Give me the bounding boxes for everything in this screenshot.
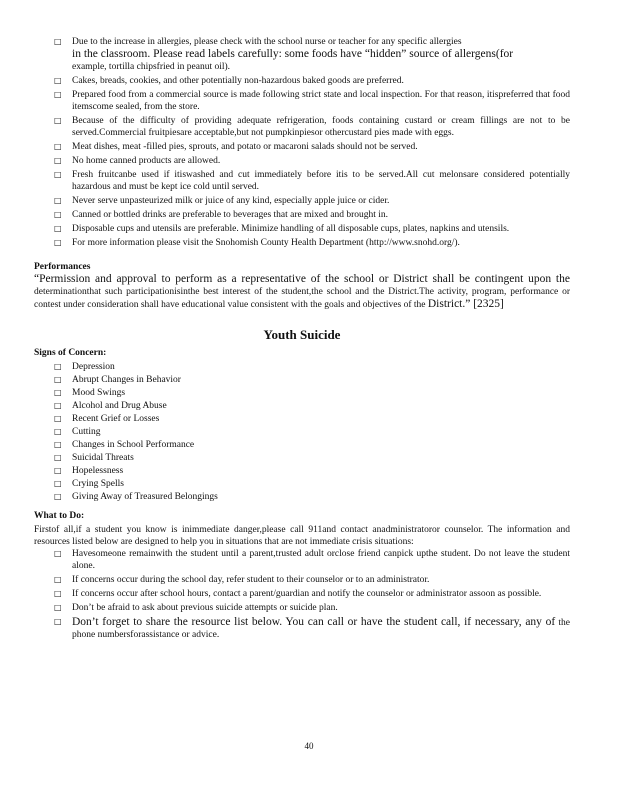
- list-item-text-emphasis: Don’t forget to share the resource list below. You can call or have the student call, if necessary, any of: [72, 616, 556, 628]
- list-item-text: Havesomeone remainwith the student until a parent,trusted adult orclose friend canpick upthe student. Do not leave the student alone.: [72, 549, 570, 571]
- list-item: [34, 374, 570, 386]
- bullet-icon: □: [54, 224, 62, 233]
- section-title: Youth Suicide: [263, 327, 341, 342]
- list-item-text: Changes in School Performance: [72, 440, 195, 450]
- bullet-icon: □: [54, 196, 62, 205]
- list-item: [34, 237, 570, 249]
- list-item-text: Abrupt Changes in Behavior: [72, 375, 181, 385]
- list-item: [34, 361, 570, 373]
- what-to-do-heading: What to Do:: [34, 511, 85, 521]
- performances-quote-start: “Permission and approval to perform as a representative of the school or District shall be contingent upon the: [34, 273, 570, 285]
- bullet-icon: □: [54, 388, 62, 397]
- list-item: [34, 155, 570, 167]
- signs-list: [34, 361, 570, 503]
- list-item: [34, 413, 570, 425]
- list-item: [34, 439, 570, 451]
- bullet-icon: □: [54, 427, 62, 436]
- what-to-do-intro: Firstof all,if a student you know is inimmediate danger,please call 911and contact anadministratoror counselor. The information and resources listed below are designed to help you in situations that are not immediate crisis situations:: [34, 525, 570, 547]
- bullet-icon: □: [54, 375, 62, 384]
- list-item: [34, 195, 570, 207]
- list-item-text: Due to the increase in allergies, please check with the school nurse or teacher for any specific allergies: [72, 37, 462, 47]
- what-to-do-list: [34, 548, 570, 641]
- bullet-icon: □: [54, 362, 62, 371]
- page-number: 40: [304, 741, 314, 751]
- list-item: [34, 209, 570, 221]
- list-item-text: Mood Swings: [72, 388, 126, 398]
- bullet-icon: □: [54, 589, 62, 598]
- bullet-icon: □: [54, 37, 62, 46]
- list-item-text-emphasis: in the classroom. Please read labels carefully: some foods have “hidden” source of allergens(for: [72, 48, 514, 60]
- list-item-text: Hopelessness: [72, 466, 124, 476]
- list-item-text: Crying Spells: [72, 479, 124, 489]
- list-item: [34, 115, 570, 139]
- bullet-icon: □: [54, 479, 62, 488]
- bullet-icon: □: [54, 466, 62, 475]
- bullet-icon: □: [54, 170, 62, 179]
- list-item-text: Canned or bottled drinks are preferable to beverages that are mixed and brought in.: [72, 210, 389, 220]
- bullet-icon: □: [54, 549, 62, 558]
- list-item-text: Meat dishes, meat -filled pies, sprouts, and potato or macaroni salads should not be served.: [72, 142, 418, 152]
- bullet-icon: □: [54, 238, 62, 247]
- list-item-text: Fresh fruitcanbe used if itiswashed and cut immediately before itis to be served.All cut melonsare considered potentially hazardous and must be kept ice cold until served.: [72, 170, 570, 192]
- list-item: [34, 36, 570, 73]
- list-item: [34, 574, 570, 586]
- bullet-icon: □: [54, 575, 62, 584]
- bullet-icon: □: [54, 90, 62, 99]
- bullet-icon: □: [54, 440, 62, 449]
- list-item-text: If concerns occur after school hours, contact a parent/guardian and notify the counselor or administrator assoon as possible.: [72, 589, 542, 599]
- food-guidelines-list: [34, 36, 570, 249]
- list-item: [34, 223, 570, 235]
- performances-paragraph: [34, 273, 570, 311]
- bullet-icon: □: [54, 142, 62, 151]
- list-item-text: Disposable cups and utensils are preferable. Minimize handling of all disposable cups, plates, napkins and utensils.: [72, 224, 510, 234]
- list-item: [34, 452, 570, 464]
- list-item: [34, 169, 570, 193]
- list-item: [34, 141, 570, 153]
- document-page: [34, 36, 570, 643]
- performances-heading: Performances: [34, 262, 91, 272]
- list-item-text: Never serve unpasteurized milk or juice of any kind, especially apple juice or cider.: [72, 196, 390, 206]
- bullet-icon: □: [54, 156, 62, 165]
- list-item-text: Depression: [72, 362, 115, 372]
- list-item-text: No home canned products are allowed.: [72, 156, 221, 166]
- bullet-icon: □: [54, 414, 62, 423]
- list-item: [34, 426, 570, 438]
- list-item: [34, 478, 570, 490]
- list-item: [34, 89, 570, 113]
- list-item-text: For more information please visit the Snohomish County Health Department (http://www.snohd.org/).: [72, 238, 460, 248]
- list-item: [34, 75, 570, 87]
- bullet-icon: □: [54, 76, 62, 85]
- list-item: [34, 491, 570, 503]
- list-item-text: Alcohol and Drug Abuse: [72, 401, 167, 411]
- bullet-icon: □: [54, 617, 62, 626]
- signs-heading: Signs of Concern:: [34, 348, 107, 358]
- list-item-text: Recent Grief or Losses: [72, 414, 160, 424]
- bullet-icon: □: [54, 401, 62, 410]
- list-item-text: Suicidal Threats: [72, 453, 134, 463]
- list-item-text: Cutting: [72, 427, 101, 437]
- list-item-text: Prepared food from a commercial source is made following strict state and local inspection. For that reason, itispreferred that food itemscome sealed, from the store.: [72, 90, 570, 112]
- list-item-text-cont: example, tortilla chipsfried in peanut oil).: [72, 62, 231, 72]
- list-item: [34, 548, 570, 572]
- list-item-text: If concerns occur during the school day, refer student to their counselor or to an administrator.: [72, 575, 430, 585]
- list-item: [34, 400, 570, 412]
- list-item: [34, 602, 570, 614]
- list-item-text: Giving Away of Treasured Belongings: [72, 492, 218, 502]
- list-item-text: the phone numbersforassistance or advice.: [72, 618, 570, 640]
- list-item-text: Cakes, breads, cookies, and other potentially non-hazardous baked goods are preferred.: [72, 76, 404, 86]
- list-item-text: Don’t be afraid to ask about previous suicide attempts or suicide plan.: [72, 603, 338, 613]
- list-item: [34, 465, 570, 477]
- bullet-icon: □: [54, 210, 62, 219]
- bullet-icon: □: [54, 492, 62, 501]
- list-item: [34, 588, 570, 600]
- performances-quote-end: District.” [2325]: [427, 298, 504, 310]
- list-item: [34, 387, 570, 399]
- bullet-icon: □: [54, 603, 62, 612]
- performances-body: determinationthat such participationisinthe best interest of the student,the school and the District.The activity, program, performance or contest under consideration shall have educational value consistent with the goals and objectives of the: [34, 287, 570, 310]
- list-item: [34, 616, 570, 641]
- bullet-icon: □: [54, 116, 62, 125]
- bullet-icon: □: [54, 453, 62, 462]
- list-item-text: Because of the difficulty of providing adequate refrigeration, foods containing custard or cream fillings are not to be served.Commercial fruitpiesare acceptable,but not pumpkinpiesor othercustard pies made with eggs.: [72, 116, 570, 138]
